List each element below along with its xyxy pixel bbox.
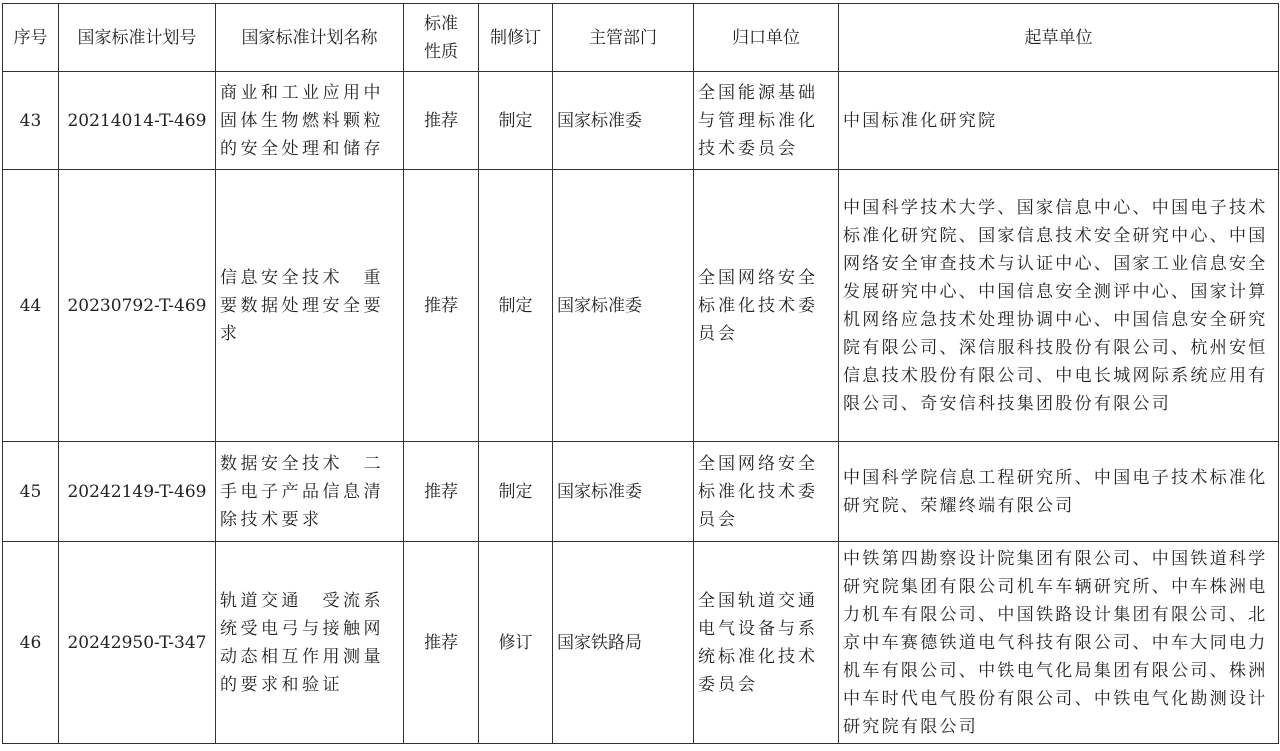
table-header-row [3,4,1279,72]
header-plan-name: 国家标准计划名称 [216,4,404,72]
cell-drafters: 中铁第四勘察设计院集团有限公司、中国铁道科学研究院集团有限公司机车车辆研究所、中车株洲电力机车有限公司、中国铁路设计集团有限公司、北京中车赛德铁道电气科技有限公司、中车大同电力机车有限公司、中铁电气化局集团有限公司、株洲中车时代电气股份有限公司、中铁电气化勘测设计研究院有限公司 [839,542,1279,744]
cell-nature: 推荐 [404,442,479,542]
cell-seq: 46 [3,542,59,744]
cell-seq: 43 [3,72,59,170]
header-drafters: 起草单位 [839,4,1279,72]
cell-unit: 全国网络安全标准化技术委员会 [694,170,839,442]
table-row [3,170,1279,442]
cell-dept: 国家标准委 [553,442,694,542]
table-row [3,542,1279,744]
cell-type: 制定 [479,72,553,170]
cell-type: 制定 [479,442,553,542]
cell-unit: 全国轨道交通电气设备与系统标准化技术委员会 [694,542,839,744]
cell-plan-no: 20214014-T-469 [59,72,216,170]
cell-nature: 推荐 [404,542,479,744]
table-row [3,442,1279,542]
cell-plan-name: 数据安全技术 二手电子产品信息清除技术要求 [216,442,404,542]
header-dept: 主管部门 [553,4,694,72]
cell-plan-no: 20242149-T-469 [59,442,216,542]
cell-nature: 推荐 [404,170,479,442]
cell-seq: 45 [3,442,59,542]
header-nature: 标准性质 [404,4,479,72]
cell-dept: 国家铁路局 [553,542,694,744]
cell-plan-no: 20242950-T-347 [59,542,216,744]
cell-drafters: 中国科学技术大学、国家信息中心、中国电子技术标准化研究院、国家信息技术安全研究中心、中国网络安全审查技术与认证中心、国家工业信息安全发展研究中心、中国信息安全测评中心、国家计算机网络应急技术处理协调中心、中国信息安全研究院有限公司、深信服科技股份有限公司、杭州安恒信息技术股份有限公司、中电长城网际系统应用有限公司、奇安信科技集团股份有限公司 [839,170,1279,442]
cell-type: 修订 [479,542,553,744]
cell-drafters: 中国标准化研究院 [839,72,1279,170]
header-plan-no: 国家标准计划号 [59,4,216,72]
header-type: 制修订 [479,4,553,72]
cell-drafters: 中国科学院信息工程研究所、中国电子技术标准化研究院、荣耀终端有限公司 [839,442,1279,542]
cell-plan-name: 商业和工业应用中固体生物燃料颗粒的安全处理和储存 [216,72,404,170]
cell-unit: 全国能源基础与管理标准化技术委员会 [694,72,839,170]
standards-plan-table [2,3,1279,744]
cell-unit: 全国网络安全标准化技术委员会 [694,442,839,542]
cell-plan-name: 信息安全技术 重要数据处理安全要求 [216,170,404,442]
cell-plan-no: 20230792-T-469 [59,170,216,442]
cell-dept: 国家标准委 [553,170,694,442]
cell-type: 制定 [479,170,553,442]
header-seq: 序号 [3,4,59,72]
table-row [3,72,1279,170]
cell-seq: 44 [3,170,59,442]
header-unit: 归口单位 [694,4,839,72]
cell-plan-name: 轨道交通 受流系统受电弓与接触网动态相互作用测量的要求和验证 [216,542,404,744]
cell-dept: 国家标准委 [553,72,694,170]
cell-nature: 推荐 [404,72,479,170]
